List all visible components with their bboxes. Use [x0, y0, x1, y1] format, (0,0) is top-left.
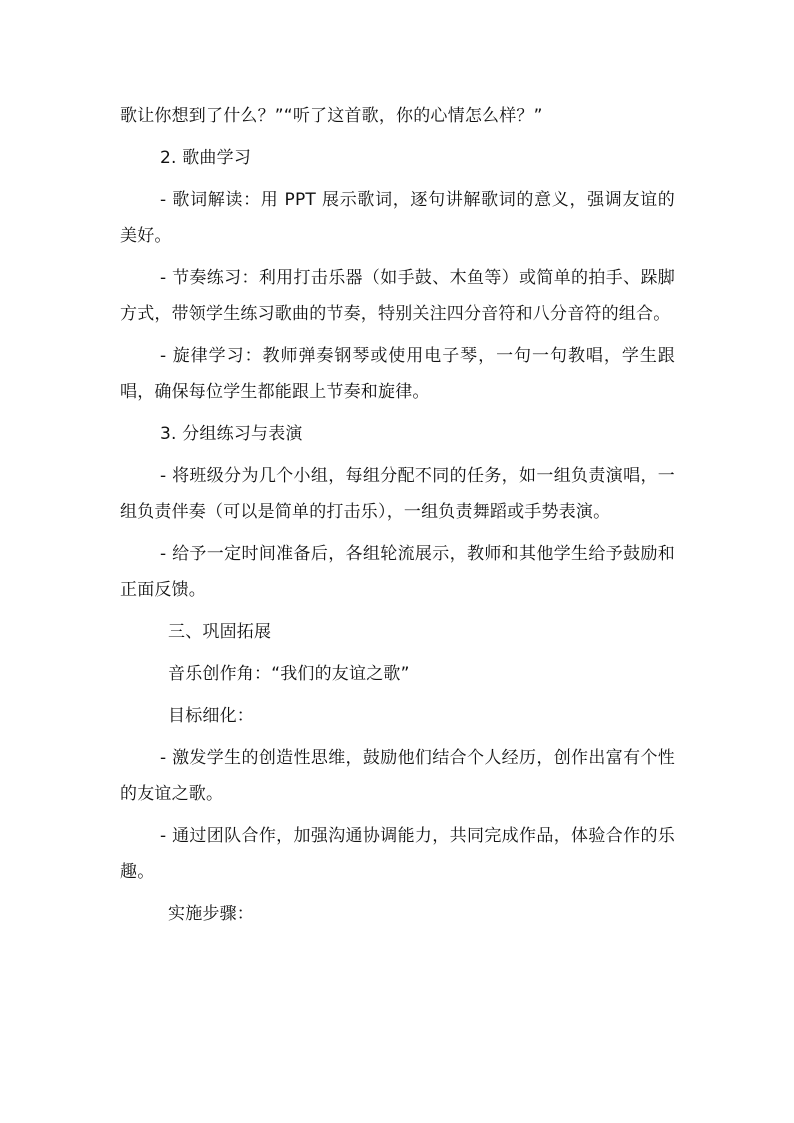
- section-heading-consolidation: 三、巩固拓展: [168, 622, 272, 642]
- section-heading-group-practice: 3. 分组练习与表演: [160, 424, 303, 444]
- paragraph-group-division: - 将班级分为几个小组，每组分配不同的任务，如一组负责演唱，一组负责伴奏（可以是简单的打击乐），一组负责舞蹈或手势表演。: [120, 466, 675, 522]
- section-heading-song-learning: 2. 歌曲学习: [160, 148, 252, 168]
- paragraph-teamwork: - 通过团队合作，加强沟通协调能力，共同完成作品，体验合作的乐趣。: [120, 826, 675, 882]
- subheading-music-creation: 音乐创作角：“我们的友谊之歌”: [168, 664, 410, 684]
- paragraph-lyrics-reading: - 歌词解读：用 PPT 展示歌词，逐句讲解歌词的意义，强调友谊的美好。: [120, 190, 675, 246]
- paragraph-creative-thinking: - 激发学生的创造性思维，鼓励他们结合个人经历，创作出富有个性的友谊之歌。: [120, 748, 675, 804]
- paragraph-melody-learning: - 旋律学习：教师弹奏钢琴或使用电子琴，一句一句教唱，学生跟唱，确保每位学生都能跟上节奏和旋律。: [120, 346, 675, 402]
- subheading-goal-refinement: 目标细化：: [168, 706, 254, 726]
- paragraph-rhythm-practice: - 节奏练习：利用打击乐器（如手鼓、木鱼等）或简单的拍手、跺脚方式，带领学生练习歌曲的节奏，特别关注四分音符和八分音符的组合。: [120, 268, 675, 324]
- paragraph-continuation: 歌让你想到了什么？”“听了这首歌，你的心情怎么样？”: [120, 106, 543, 126]
- document-body: [120, 98, 675, 938]
- paragraph-group-presentation: - 给予一定时间准备后，各组轮流展示，教师和其他学生给予鼓励和正面反馈。: [120, 544, 675, 600]
- subheading-implementation-steps: 实施步骤：: [168, 904, 254, 924]
